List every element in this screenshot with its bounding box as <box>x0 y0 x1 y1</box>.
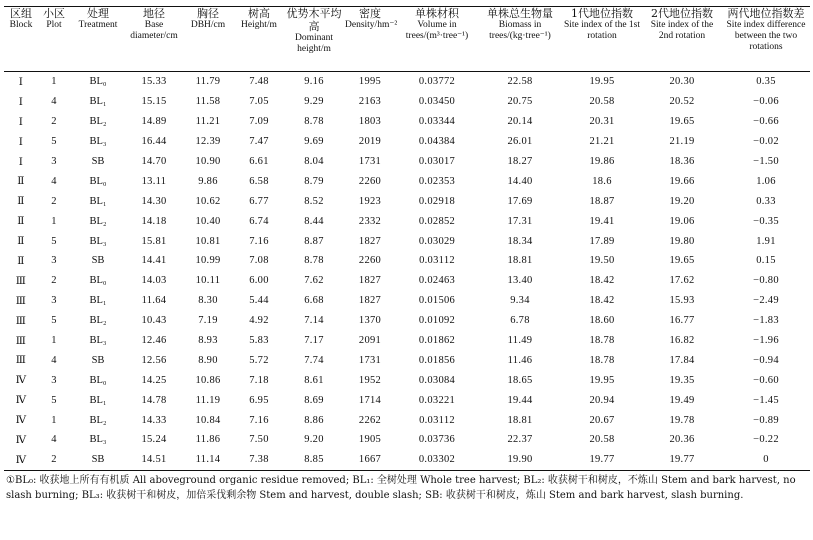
cell-block: Ⅱ <box>17 196 25 208</box>
cell-plot: 3 <box>51 295 57 307</box>
cell-site-index-difference: −0.80 <box>753 275 779 287</box>
cell-block: Ⅰ <box>18 76 24 88</box>
cell-treatment: BL₁ <box>89 96 107 108</box>
table-row <box>4 350 810 370</box>
cell-dbh: 11.79 <box>195 76 221 88</box>
cell-treatment: BL₀ <box>89 275 107 287</box>
cell-dominant-height: 8.85 <box>284 450 344 470</box>
cell-dominant-height: 8.87 <box>304 235 324 247</box>
cell-treatment: BL₂ <box>89 116 107 128</box>
cell-treatment: BL₀ <box>89 76 107 88</box>
cell-site-index-2nd: 19.65 <box>669 116 695 128</box>
cell-density: 1827 <box>358 235 382 247</box>
cell-site-index-2nd: 15.93 <box>669 295 695 307</box>
cell-block: Ⅲ <box>15 315 27 327</box>
cell-biomass: 6.78 <box>510 315 530 327</box>
cell-site-index-1st: 21.21 <box>589 136 615 148</box>
cell-base-diameter: 14.70 <box>141 156 167 167</box>
cell-site-index-2nd: 16.77 <box>669 315 695 327</box>
cell-dominant-height: 8.61 <box>304 374 324 386</box>
cell-volume: 0.01862 <box>418 335 456 347</box>
cell-site-index-2nd: 19.77 <box>642 450 722 470</box>
cell-plot: 5 <box>51 235 57 247</box>
cell-plot: 2 <box>51 275 57 287</box>
cell-height: 7.05 <box>249 96 269 108</box>
cell-volume: 0.03017 <box>418 156 456 167</box>
cell-site-index-2nd: 16.82 <box>669 335 695 347</box>
cell-dbh: 10.86 <box>195 374 221 386</box>
cell-base-diameter: 14.51 <box>126 450 182 470</box>
table-row <box>4 410 810 430</box>
cell-site-index-1st: 18.78 <box>589 354 615 366</box>
cell-site-index-1st: 19.95 <box>589 374 615 386</box>
cell-site-index-1st: 18.78 <box>589 335 615 347</box>
cell-dbh: 8.30 <box>198 295 218 307</box>
cell-base-diameter: 15.24 <box>141 434 167 446</box>
cell-biomass: 20.14 <box>507 116 533 128</box>
header-site-index-1st: 1代地位指数 Site index of the 1st rotation <box>564 7 640 41</box>
cell-dominant-height: 8.79 <box>304 175 324 187</box>
cell-volume: 0.01856 <box>418 354 456 366</box>
cell-site-index-2nd: 20.36 <box>669 434 695 446</box>
cell-density: 2019 <box>358 136 382 148</box>
cell-height: 7.47 <box>249 136 269 148</box>
cell-dominant-height: 7.62 <box>304 275 324 287</box>
table-body <box>4 72 810 471</box>
table-row <box>4 152 810 172</box>
cell-density: 1370 <box>358 315 382 327</box>
table-row <box>4 92 810 112</box>
cell-site-index-1st: 18.42 <box>589 275 615 287</box>
cell-density: 2260 <box>358 175 382 187</box>
cell-volume: 0.03221 <box>418 394 456 406</box>
cell-plot: 1 <box>51 414 57 426</box>
cell-plot: 3 <box>51 156 57 167</box>
cell-biomass: 17.69 <box>507 195 533 207</box>
cell-density: 1995 <box>358 76 382 88</box>
cell-treatment: SB <box>91 255 105 267</box>
cell-biomass: 26.01 <box>507 136 533 148</box>
cell-biomass: 18.27 <box>507 156 533 167</box>
cell-biomass: 18.81 <box>507 414 533 426</box>
cell-volume: 0.03112 <box>419 255 455 267</box>
header-dbh: 胸径 DBH/cm <box>190 7 226 30</box>
cell-site-index-1st: 18.60 <box>589 315 615 327</box>
cell-base-diameter: 11.64 <box>141 295 167 307</box>
cell-biomass: 11.46 <box>507 354 533 366</box>
table-row <box>4 271 810 291</box>
site-index-table <box>4 6 810 471</box>
table-row <box>4 191 810 211</box>
cell-height: 6.95 <box>249 394 269 406</box>
cell-volume: 0.03772 <box>418 76 456 88</box>
cell-base-diameter: 14.33 <box>141 414 167 426</box>
header-biomass: 单株总生物量 Biomass in trees/(kg·tree⁻¹) <box>487 7 553 41</box>
cell-biomass: 17.31 <box>507 215 533 227</box>
cell-site-index-difference: −0.60 <box>753 374 779 386</box>
cell-dbh: 10.11 <box>195 275 221 287</box>
cell-treatment: SB <box>91 354 105 366</box>
cell-biomass: 19.44 <box>507 394 533 406</box>
cell-treatment: BL₃ <box>89 235 107 247</box>
cell-volume: 0.01092 <box>418 315 456 327</box>
cell-dbh: 10.99 <box>195 255 221 267</box>
cell-site-index-1st: 19.86 <box>589 156 615 167</box>
cell-height: 7.16 <box>249 414 269 426</box>
cell-base-diameter: 12.56 <box>141 354 167 366</box>
cell-block: Ⅱ <box>17 236 25 248</box>
cell-height: 5.83 <box>249 335 269 347</box>
cell-volume: 0.03450 <box>418 96 456 108</box>
cell-dominant-height: 9.69 <box>304 136 324 148</box>
cell-height: 7.08 <box>249 255 269 267</box>
cell-height: 5.44 <box>249 295 269 307</box>
cell-site-index-2nd: 19.20 <box>669 195 695 207</box>
cell-dbh: 10.90 <box>195 156 221 167</box>
header-height: 树高 Height/m <box>241 7 277 30</box>
cell-base-diameter: 15.15 <box>141 96 167 108</box>
cell-base-diameter: 16.44 <box>141 136 167 148</box>
cell-treatment: BL₁ <box>89 195 107 207</box>
header-block: 区组 Block <box>9 7 33 30</box>
cell-plot: 1 <box>51 76 57 88</box>
cell-volume: 0.03736 <box>418 434 456 446</box>
table-row <box>4 331 810 351</box>
cell-dominant-height: 7.17 <box>304 335 324 347</box>
data-table-document <box>4 6 810 503</box>
cell-treatment: SB <box>91 156 105 167</box>
cell-volume: 0.02918 <box>418 195 456 207</box>
cell-dominant-height: 6.68 <box>304 295 324 307</box>
cell-volume: 0.02463 <box>418 275 456 287</box>
cell-block: Ⅲ <box>15 295 27 307</box>
cell-block: Ⅲ <box>15 275 27 287</box>
cell-plot: 2 <box>51 116 57 128</box>
cell-height: 6.00 <box>249 275 269 287</box>
cell-site-index-difference: −0.22 <box>753 434 779 446</box>
cell-height: 5.72 <box>249 354 269 366</box>
cell-height: 7.50 <box>249 434 269 446</box>
cell-dbh: 9.86 <box>198 175 218 187</box>
cell-plot: 4 <box>51 354 57 366</box>
cell-plot: 4 <box>51 434 57 446</box>
cell-biomass: 18.65 <box>507 374 533 386</box>
cell-height: 6.58 <box>249 175 269 187</box>
table-row <box>4 251 810 271</box>
cell-site-index-difference: −0.35 <box>753 215 779 227</box>
table-row <box>4 72 810 92</box>
cell-biomass: 14.40 <box>507 175 533 187</box>
cell-plot: 3 <box>51 255 57 267</box>
table-row <box>4 211 810 231</box>
cell-dbh: 11.19 <box>195 394 221 406</box>
cell-dbh: 11.14 <box>182 450 234 470</box>
cell-block: Ⅱ <box>17 176 25 188</box>
cell-biomass: 18.81 <box>507 255 533 267</box>
cell-site-index-1st: 18.87 <box>589 195 615 207</box>
cell-biomass: 19.90 <box>478 450 562 470</box>
cell-base-diameter: 15.81 <box>141 235 167 247</box>
cell-height: 4.92 <box>249 315 269 327</box>
header-site-index-2nd: 2代地位指数 Site index of the 2nd rotation <box>650 7 714 41</box>
cell-plot: 1 <box>51 335 57 347</box>
cell-block: Ⅰ <box>18 116 24 128</box>
cell-site-index-2nd: 19.78 <box>669 414 695 426</box>
cell-density: 1731 <box>358 156 382 167</box>
cell-dominant-height: 9.29 <box>304 96 324 108</box>
cell-density: 1714 <box>358 394 382 406</box>
cell-dbh: 10.84 <box>195 414 221 426</box>
cell-dbh: 11.58 <box>195 96 221 108</box>
cell-site-index-2nd: 20.30 <box>669 76 695 88</box>
cell-site-index-1st: 20.58 <box>589 96 615 108</box>
cell-site-index-2nd: 21.19 <box>669 136 695 148</box>
cell-dominant-height: 8.69 <box>304 394 324 406</box>
cell-density: 1952 <box>358 374 382 386</box>
header-base-diameter: 地径 Base diameter/cm <box>130 7 178 41</box>
cell-site-index-2nd: 19.65 <box>669 255 695 267</box>
cell-plot: 4 <box>51 96 57 108</box>
table-row <box>4 311 810 331</box>
cell-base-diameter: 14.18 <box>141 215 167 227</box>
cell-dominant-height: 9.20 <box>304 434 324 446</box>
cell-plot: 2 <box>51 195 57 207</box>
cell-height: 7.38 <box>234 450 284 470</box>
cell-site-index-1st: 19.95 <box>589 76 615 88</box>
cell-block: Ⅲ <box>15 335 27 347</box>
cell-site-index-2nd: 19.49 <box>669 394 695 406</box>
cell-site-index-1st: 20.94 <box>589 394 615 406</box>
cell-site-index-1st: 19.50 <box>589 255 615 267</box>
cell-block: Ⅳ <box>15 415 27 427</box>
cell-treatment: BL₂ <box>89 215 107 227</box>
cell-site-index-difference: −1.96 <box>753 335 779 347</box>
cell-volume: 0.02852 <box>418 215 456 227</box>
table-row <box>4 112 810 132</box>
cell-site-index-2nd: 17.62 <box>669 275 695 287</box>
cell-dbh: 10.40 <box>195 215 221 227</box>
cell-treatment: BL₂ <box>89 414 107 426</box>
cell-site-index-1st: 17.89 <box>589 235 615 247</box>
table-row <box>4 450 810 470</box>
cell-plot: 5 <box>51 315 57 327</box>
cell-base-diameter: 12.46 <box>141 335 167 347</box>
cell-block: Ⅰ <box>18 136 24 148</box>
cell-treatment: BL₂ <box>89 315 107 327</box>
cell-dominant-height: 8.86 <box>304 414 324 426</box>
cell-biomass: 18.34 <box>507 235 533 247</box>
cell-dbh: 10.62 <box>195 195 221 207</box>
cell-base-diameter: 14.03 <box>141 275 167 287</box>
cell-dbh: 8.90 <box>198 354 218 366</box>
cell-height: 7.48 <box>249 76 269 88</box>
cell-volume: 0.03112 <box>419 414 455 426</box>
cell-plot: 1 <box>51 215 57 227</box>
header-dominant-height: 优势木平均高 Dominant height/m <box>286 7 342 54</box>
table-row <box>4 231 810 251</box>
cell-height: 7.09 <box>249 116 269 128</box>
cell-block: Ⅱ <box>17 255 25 267</box>
cell-site-index-difference: 1.06 <box>756 175 776 187</box>
cell-block: Ⅳ <box>15 395 27 407</box>
cell-treatment: BL₀ <box>89 175 107 187</box>
cell-base-diameter: 14.89 <box>141 116 167 128</box>
cell-height: 6.74 <box>249 215 269 227</box>
cell-volume: 0.01506 <box>418 295 456 307</box>
cell-site-index-difference: −2.49 <box>753 295 779 307</box>
cell-treatment: BL₀ <box>89 374 107 386</box>
cell-site-index-difference: −0.06 <box>753 96 779 108</box>
cell-biomass: 13.40 <box>507 275 533 287</box>
cell-density: 1803 <box>358 116 382 128</box>
cell-density: 2332 <box>358 215 382 227</box>
cell-site-index-difference: 0.33 <box>756 195 776 207</box>
cell-site-index-difference: 0.35 <box>756 76 776 88</box>
cell-site-index-difference: −0.89 <box>753 414 779 426</box>
table-row <box>4 171 810 191</box>
table-header-row <box>4 7 810 72</box>
cell-dbh: 10.81 <box>195 235 221 247</box>
cell-height: 6.77 <box>249 195 269 207</box>
cell-dominant-height: 8.78 <box>304 116 324 128</box>
cell-treatment: BL₁ <box>89 394 107 406</box>
cell-dbh: 11.86 <box>195 434 221 446</box>
cell-base-diameter: 10.43 <box>141 315 167 327</box>
cell-block: Ⅲ <box>15 355 27 367</box>
cell-density: 1827 <box>358 275 382 287</box>
table-row <box>4 132 810 152</box>
cell-dbh: 8.93 <box>198 335 218 347</box>
cell-dbh: 11.21 <box>195 116 221 128</box>
cell-site-index-2nd: 19.80 <box>669 235 695 247</box>
cell-density: 1827 <box>358 295 382 307</box>
cell-density: 1731 <box>358 354 382 366</box>
cell-site-index-1st: 20.31 <box>589 116 615 128</box>
cell-base-diameter: 14.25 <box>141 374 167 386</box>
cell-density: 2091 <box>358 335 382 347</box>
cell-plot: 2 <box>38 450 70 470</box>
cell-density: 1667 <box>344 450 396 470</box>
cell-density: 2260 <box>358 255 382 267</box>
cell-site-index-1st: 18.42 <box>589 295 615 307</box>
cell-volume: 0.02353 <box>418 175 456 187</box>
cell-treatment: BL₃ <box>89 434 107 446</box>
cell-block: Ⅱ <box>17 216 25 228</box>
cell-base-diameter: 15.33 <box>141 76 167 88</box>
cell-site-index-difference: −1.50 <box>753 156 779 167</box>
cell-volume: 0.03029 <box>418 235 456 247</box>
cell-treatment: BL₁ <box>89 295 107 307</box>
cell-block: Ⅳ <box>4 450 38 470</box>
header-plot: 小区 Plot <box>43 7 65 30</box>
table-row <box>4 291 810 311</box>
cell-biomass: 11.49 <box>507 335 533 347</box>
table-row <box>4 370 810 390</box>
cell-site-index-2nd: 20.52 <box>669 96 695 108</box>
cell-site-index-1st: 19.41 <box>589 215 615 227</box>
cell-density: 2262 <box>358 414 382 426</box>
cell-site-index-2nd: 19.66 <box>669 175 695 187</box>
cell-site-index-2nd: 17.84 <box>669 354 695 366</box>
cell-site-index-2nd: 18.36 <box>669 156 695 167</box>
cell-volume: 0.03344 <box>418 116 456 128</box>
cell-site-index-difference: −1.83 <box>753 315 779 327</box>
cell-base-diameter: 14.78 <box>141 394 167 406</box>
cell-height: 7.16 <box>249 235 269 247</box>
cell-volume: 0.03084 <box>418 374 456 386</box>
cell-site-index-1st: 20.67 <box>589 414 615 426</box>
cell-height: 7.18 <box>249 374 269 386</box>
cell-site-index-difference: 0.15 <box>756 255 776 267</box>
cell-biomass: 22.37 <box>507 434 533 446</box>
cell-dominant-height: 7.74 <box>304 354 324 366</box>
header-site-index-difference: 两代地位指数差 Site index difference between the two rotations <box>726 7 806 52</box>
cell-dbh: 12.39 <box>195 136 221 148</box>
cell-density: 2163 <box>358 96 382 108</box>
cell-density: 1923 <box>358 195 382 207</box>
cell-site-index-difference: −0.66 <box>753 116 779 128</box>
cell-block: Ⅳ <box>15 434 27 446</box>
cell-density: 1905 <box>358 434 382 446</box>
cell-site-index-2nd: 19.06 <box>669 215 695 227</box>
cell-dbh: 7.19 <box>198 315 218 327</box>
cell-block: Ⅰ <box>18 96 24 108</box>
cell-dominant-height: 8.44 <box>304 215 324 227</box>
cell-dominant-height: 8.04 <box>304 156 324 167</box>
cell-dominant-height: 9.16 <box>304 76 324 88</box>
header-density: 密度 Density/hm⁻² <box>345 7 398 30</box>
table-row <box>4 390 810 410</box>
cell-site-index-1st: 18.6 <box>592 175 612 187</box>
cell-base-diameter: 14.41 <box>141 255 167 267</box>
cell-site-index-difference: 0 <box>722 450 810 470</box>
cell-site-index-difference: −0.94 <box>753 354 779 366</box>
cell-site-index-difference: 1.91 <box>756 235 776 247</box>
cell-site-index-difference: −0.02 <box>753 136 779 148</box>
cell-treatment: SB <box>70 450 126 470</box>
header-treatment: 处理 Treatment <box>78 7 118 30</box>
cell-block: Ⅰ <box>18 156 24 168</box>
cell-height: 6.61 <box>249 156 269 167</box>
cell-site-index-1st: 20.58 <box>589 434 615 446</box>
cell-dominant-height: 7.14 <box>304 315 324 327</box>
cell-plot: 4 <box>51 175 57 187</box>
cell-base-diameter: 13.11 <box>141 175 167 187</box>
cell-biomass: 22.58 <box>507 76 533 88</box>
cell-treatment: BL₃ <box>89 335 107 347</box>
table-row <box>4 430 810 450</box>
cell-dominant-height: 8.52 <box>304 195 324 207</box>
cell-base-diameter: 14.30 <box>141 195 167 207</box>
cell-volume: 0.03302 <box>396 450 478 470</box>
table-footnote: ①BL₀: 收获地上所有有机质 All aboveground organic residue removed; BL₁: 全树处理 Whole tree harvest; BL₂: 收获树干和树皮，不炼山 Stem and bark harvest, no slash burning; BL₃: 收获树干和树皮，加倍采伐剩余物 Stem and harvest, double slash; SB: 收获树干和树皮，炼山 Stem and bark harvest, slash burning. <box>6 474 796 501</box>
cell-plot: 3 <box>51 374 57 386</box>
cell-biomass: 20.75 <box>507 96 533 108</box>
cell-treatment: BL₃ <box>89 136 107 148</box>
cell-site-index-difference: −1.45 <box>753 394 779 406</box>
header-volume: 单株材积 Volume in trees/(m³·tree⁻¹) <box>405 7 469 41</box>
cell-biomass: 9.34 <box>510 295 530 307</box>
cell-site-index-2nd: 19.35 <box>669 374 695 386</box>
cell-dominant-height: 8.78 <box>304 255 324 267</box>
cell-volume: 0.04384 <box>418 136 456 148</box>
cell-plot: 5 <box>51 136 57 148</box>
cell-block: Ⅳ <box>15 375 27 387</box>
cell-site-index-1st: 19.77 <box>562 450 642 470</box>
cell-plot: 5 <box>51 394 57 406</box>
